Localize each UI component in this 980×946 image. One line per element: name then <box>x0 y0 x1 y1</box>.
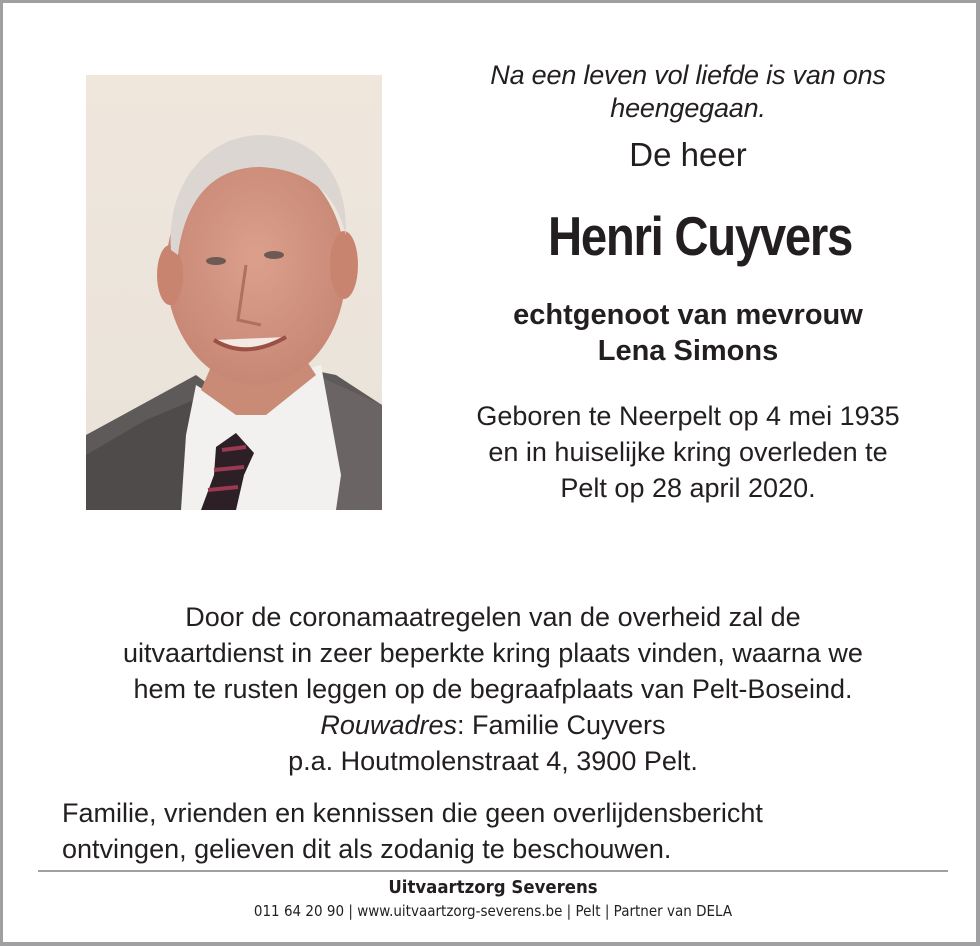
spouse-text <box>423 297 953 369</box>
mourning-address-label: Rouwadres <box>320 710 457 740</box>
funeral-line: Door de coronamaatregelen van de overheid zal de <box>185 602 801 632</box>
funeral-line: hem te rusten leggen op de begraafplaats van Pelt-Boseind. <box>133 674 853 704</box>
mourning-address-line <box>43 707 943 743</box>
funeral-home-name: Uitvaartzorg Severens <box>388 877 598 898</box>
spouse-line: echtgenoot van mevrouw <box>513 299 863 331</box>
intro-text <box>423 59 953 125</box>
birth-death-line: Geboren te Neerpelt op 4 mei 1935 <box>476 401 900 431</box>
funeral-home-contact: 011 64 20 90 | www.uitvaartzorg-severens.be | Pelt | Partner van DELA <box>253 902 733 920</box>
footer-divider <box>38 870 948 872</box>
footer <box>33 876 953 922</box>
mourning-address: p.a. Houtmolenstraat 4, 3900 Pelt. <box>288 746 698 776</box>
title-prefix: De heer <box>629 136 747 173</box>
deceased-name: Henri Cuyvers <box>548 205 853 267</box>
closing-line: ontvingen, gelieven dit als zodanig te beschouwen. <box>62 834 672 864</box>
portrait-photo <box>86 75 382 510</box>
mourning-address-family: Familie Cuyvers <box>464 710 666 740</box>
birth-death-line: Pelt op 28 april 2020. <box>560 473 816 503</box>
funeral-line: uitvaartdienst in zeer beperkte kring plaats vinden, waarna we <box>123 638 863 668</box>
mourning-address-separator: : <box>457 710 465 740</box>
closing-line: Familie, vrienden en kennissen die geen overlijdensbericht <box>62 798 763 828</box>
spouse-line: Lena Simons <box>597 335 779 367</box>
header-column <box>423 59 953 506</box>
birth-death-line: en in huiselijke kring overleden te <box>488 437 888 467</box>
closing-text <box>62 795 942 867</box>
birth-death-text <box>423 398 953 506</box>
funeral-info <box>43 599 943 779</box>
intro-line: heengegaan. <box>610 93 766 123</box>
intro-line: Na een leven vol liefde is van ons <box>490 60 886 90</box>
portrait-image <box>86 75 382 510</box>
